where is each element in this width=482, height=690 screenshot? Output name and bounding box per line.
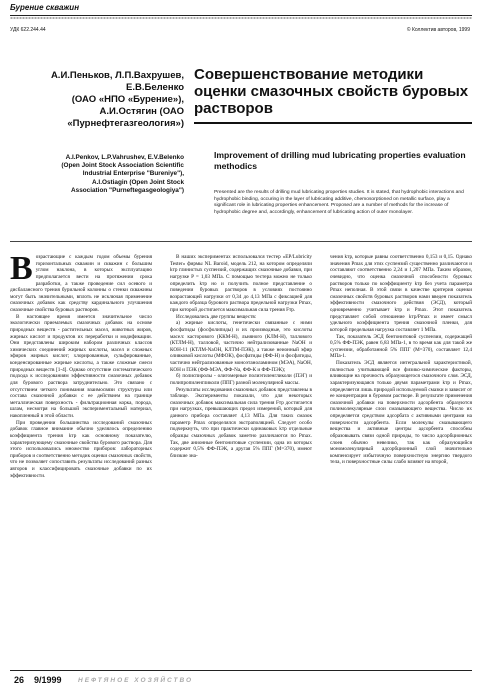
author-line: A.I.Penkov, L.P.Vahrushev, E.V.Belenko xyxy=(65,154,184,161)
paragraph: При проведении большинства исследований смазочных добавок главное внимание обычно уделялось определению коэффициента трения kтр как основному показателю, характеризующему смазочные свойства бурового раствора. Для этого использовались множество приборов: лабораторных приборов и соответственно методик оценки смазочных свойств, что не позволяет сопоставить результаты исследований разных авторов и классифицировать смазочные добавки по их эффективности. xyxy=(10,419,152,479)
article-title-russian: Совершенствование методики оценки смазочных свойств буровых растворов xyxy=(194,66,469,117)
section-header: Бурение скважин xyxy=(10,3,80,12)
author-line: A.I.Ostiagin (Open Joint Stock xyxy=(92,178,184,186)
paragraph: Результаты исследования смазочных добавок представлены в таблице. Эксперименты показали, что для некоторых смазочных добавок максимальная сила трения Fтр достигается при нагрузках, превышающих предел измерений, который для данного прибора составляет 4,13 МПа. Для таких смазок параметр Pmax определялся экстраполяцией. Следует особо подчеркнуть, что при практически одинаковых kтр отдельные образцы смазочных добавок заметно различаются по Pmax. Так, две анионные бентонитовые суспензии, одна из которых содержит 0,5% ФФ-ПЭК, а другая 5% ППГ (М=370), имеют близкие зна- xyxy=(170,386,312,459)
title-rule xyxy=(194,122,472,124)
footer-rule xyxy=(10,670,472,671)
authors-russian xyxy=(10,70,184,130)
author-line: Association "Purneftegasgeologiya") xyxy=(71,186,184,194)
author-line: «Пурнефтегазгеология») xyxy=(67,118,184,129)
paragraph: а) жирные кислоты, генетически связанные с ними фосфатиды (фосфолипиды) и их производные, это кислоты масел: касторового (ККМ-Н), льняного (КЛМ-Н), таллового (КТЛМ-Н), талловой, частично нейтрализованные NaOH и КОН-11 (КТЛМ-NaOH, КЛТМ-ПЭК), а также неионный эфир оливковой кислоты (МФОК), фосфатиды (ФФ-Н) и фосфатиды, частично нейтрализованные моноэтаноламином (МЭА), NaOH, КОН и ПЭК (ФФ-МЭА, ФФ-Na, ФФ-К и ФФ-ПЭК); xyxy=(170,320,312,373)
author-line: (Open Joint Stock Association Scientific xyxy=(61,162,184,170)
paragraph: озрастающие с каждым годом объемы бурения горизонтальных скважин и скважин с большим углом наклона, в которых эксплуатацию предполагается вести на протяжении срока разработки, а также проведение сил осевого и дисбалансного трения бурильной колонны о стенки скважины могут быть значительными, вплоть не исключая применение смазочных добавок как средству кардинального улучшения смазочные свойства буровых растворов. xyxy=(10,254,152,313)
journal-name: НЕФТЯНОЕ ХОЗЯЙСТВО xyxy=(78,677,194,684)
paragraph: б) полиспиролы - олигомерные полиэтиленгликоли (ПЭГ) и полипропиленгликоли (ППГ) разной молекулярной массы. xyxy=(170,373,312,386)
author-line: А.И.Остягин (ОАО xyxy=(99,106,184,117)
author-line: Industrial Enterprise "Bureniye"), xyxy=(82,170,184,178)
issue-number: 9/1999 xyxy=(34,675,62,685)
authors-english xyxy=(10,154,184,195)
author-line: (ОАО «НПО «Бурение»), xyxy=(71,94,184,105)
author-line: А.И.Пеньков, Л.П.Вахрушев, xyxy=(50,70,184,81)
paragraph: Показатель ЭСД является интегральной характеристикой, полностью учитывающей все физико-химические факторы, влияющие на прочность образующегося смазочного слоя. ЭСД, характеризующаяся только двумя параметрами kтр и Pmax, определяется лишь природой используемой смазки и зависит от ее концентрации в буровом растворе. В результате применения смазочной добавки на поверхности адсорбента образуются полимолекулярные слои смазывающего вещества. Число их определяется средством адсорбата с активными центрами на поверхности адсорбента. Если молекулы смазывающего вещества и активные центры адсорбента способны образовывать связи одной природы, то число адсорбционных слоев обычно невелико, так как образующийся мономолекулярный адсорбционный слой значительно компенсирует избыточную поверхностную энергию твердого тела, и поверхностные силы слабо влияют на второй, xyxy=(330,360,472,466)
header-dotted-rule xyxy=(10,17,472,19)
paragraph: В наших экспериментах использовался тестер «EP/Lubricity Tester» фирмы NL Baroid, модель 212, на котором определяли kтр глинистых суспензий, содержащих смазочные добавки, при нагрузке P = 1,03 МПа. С помощью тестера можно не только определить kтр но и получить полное представление о поведении буровых растворов в условиях постоянно возрастающей нагрузки от 0,34 до 4,13 МПа с фиксацией для каждого образца бурового раствора предельной нагрузки Pmax, при которой достигается максимальная сила трения Fтр. xyxy=(170,254,312,313)
page-number: 26 xyxy=(14,675,25,685)
copyright-notice: © Коллектив авторов, 1999 xyxy=(406,27,470,33)
header-rule xyxy=(10,15,472,16)
udk-code: УДК 622.244.44 xyxy=(10,27,46,33)
body-column-3 xyxy=(330,254,472,466)
paragraph: Так, показатель ЭСД бентонитовой суспензии, содержащей 0,5% ФФ-ПЭК, равен 6,83 МПа-1, в то время как для такой же суспензии, обработанной 5% ППГ (М=370), составляет 12,4 МПа-1. xyxy=(330,333,472,360)
paragraph: Исследовались две группы веществ: xyxy=(176,313,257,320)
paragraph: чения kтр, которые равны соответственно 0,153 и 0,15. Однако значения Pmax для этих суспензий существенно различаются и составляют соответственно 2,24 и 1,207 МПа. Таким образом, очевидно, что оценка смазочной способности буровых растворов только по коэффициенту kтр без учета параметра Pmax неполная. В этой связи в качестве критерия оценки смазочных свойств буровых растворов нами введен показатель эффективности смазочного действия (ЭСД), который одновременно учитывает kтр и Pmax. Этот показатель представляет собой отношение kтр/Pmax и имеет смысл удельного коэффициента трения смазочной пленки, для которой предельная нагрузка составляет 1 МПа. xyxy=(330,254,472,333)
drop-cap: В xyxy=(10,250,33,287)
paragraph: В настоящее время имеется значительное число экологически приемлемых смазочных добавок на основе природных веществ - растительных масел, животных жиров, жирных кислот и продуктов их переработки и модификации. Они представлены широким набором различных классов химических соединений жирных кислоты, масел и сложных эфиров жирных кислот; хлорированные, сульфированные, конденсированные жирные кислоты, а также сложные смеси природных веществ [1-4]. Однако отсутствие систематического подхода к исследованиям эффективности смазочных добавок для бурового раствора затруднительно. Это связано с отсутствием четкого понимания взаимосвязи структуры или состава смазочной добавки с ее действием на границе металлическая поверхность - фильтрационная корка, порода, шлам, несмотря на большой экспериментальный материал, накопленный в этой области. xyxy=(10,313,152,419)
abstract-english: Presented are the results of drilling mud lubricating properties studies. It is stated, that hydrophobic interactions and hydrophobic binding, occuring in the layer of lubricating additive, chemosorptioned on metallic surface, play a significant role in lubricating properties enhancement. Proposed are a number of methods for the increase of hydrophobic degree and, accordingly, enhancement of lubricating action of outer monolayer. xyxy=(214,190,464,215)
author-line: Е.В.Беленко xyxy=(126,82,184,93)
article-title-english: Improvement of drilling mud lubricating properties evaluation methodics xyxy=(214,150,466,171)
abstract-divider xyxy=(10,241,472,242)
body-column-2 xyxy=(170,254,312,459)
body-column-1 xyxy=(10,250,152,479)
